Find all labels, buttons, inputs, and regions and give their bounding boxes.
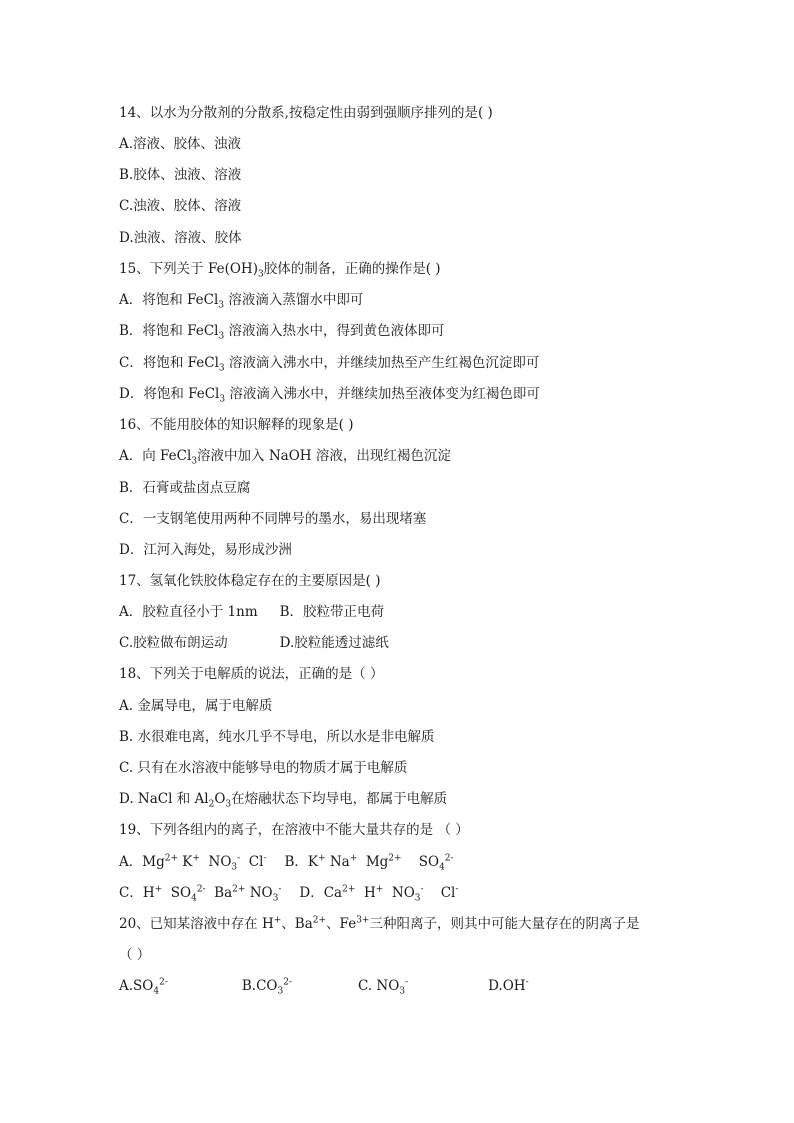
question-16-stem: 16、不能用胶体的知识解释的现象是( ) xyxy=(119,417,354,433)
question-15-option-d: D．将饱和 FeCl$_3$ 溶液滴入沸水中，并继续加热至液体变为红褐色即可 xyxy=(119,386,540,405)
question-19-option-b: B．K+ Na+ $Mg^{2+}$ $SO_4^{2-}$ xyxy=(284,853,454,873)
question-19-stem: 19、下列各组内的离子，在溶液中不能大量共存的是 （ ） xyxy=(119,822,469,838)
question-16-option-a: A．向 FeCl$_3$溶液中加入 NaOH 溶液，出现红褐色沉淀 xyxy=(119,448,451,467)
question-18-option-b: B. 水很难电离，纯水几乎不导电，所以水是非电解质 xyxy=(119,729,435,745)
question-18-option-d: D. NaCl 和 $Al_2O_3$在熔融状态下均导电，都属于电解质 xyxy=(119,791,448,810)
question-15-option-c: C．将饱和 FeCl$_3$ 溶液滴入沸水中，并继续加热至产生红褐色沉淀即可 xyxy=(119,355,540,374)
question-17-option-d: D.胶粒能透过滤纸 xyxy=(279,635,389,651)
question-20-option-a: $A.SO_4^{2-}$ xyxy=(119,977,168,997)
question-14-stem: 14、以水为分散剂的分散系,按稳定性由弱到强顺序排列的是( ) xyxy=(119,105,493,121)
question-19-option-c: C．H+ $SO_4^{2-}$ $Ba^{2+}$ $NO_3^-$ xyxy=(119,884,282,904)
question-15-stem: 15、下列关于 $Fe(OH)_3$胶体的制备，正确的操作是( ) xyxy=(119,261,441,280)
question-17-options-row-1 xyxy=(119,603,384,621)
question-18-option-c: C. 只有在水溶液中能够导电的物质才属于电解质 xyxy=(119,760,408,776)
question-20-option-b: $B.CO_3^{2-}$ xyxy=(241,977,292,997)
question-20-option-d: D.OH- xyxy=(488,977,529,994)
question-17-option-b: B．胶粒带正电荷 xyxy=(279,604,385,620)
question-15-option-a: A．将饱和 FeCl$_3$ 溶液滴入蒸馏水中即可 xyxy=(119,292,364,311)
question-15-option-b: B．将饱和 FeCl$_3$ 溶液滴入热水中，得到黄色液体即可 xyxy=(119,323,445,342)
question-19-option-d: D．$Ca^{2+}$ H+ $NO_3^-$ Cl- xyxy=(299,884,459,904)
question-20-answer-paren: （ ） xyxy=(119,947,151,963)
question-17-option-a: A．胶粒直径小于 1nm xyxy=(119,604,258,620)
question-20-option-c: C. $NO_3^-$ xyxy=(358,977,409,997)
question-14-option-c: C.浊液、胶体、溶液 xyxy=(119,198,242,214)
question-20-options xyxy=(119,977,529,995)
question-19-option-a: A．$Mg^{2+}$ K+ $NO_3^-$ Cl- xyxy=(119,853,267,873)
question-14-option-a: A.溶液、胶体、浊液 xyxy=(119,136,242,152)
question-18-stem: 18、下列关于电解质的说法，正确的是（ ） xyxy=(119,666,384,682)
question-16-option-d: D．江河入海处，易形成沙洲 xyxy=(119,542,292,558)
question-16-option-c: C．一支钢笔使用两种不同牌号的墨水，易出现堵塞 xyxy=(119,511,427,527)
question-19-options-row-1 xyxy=(119,853,454,871)
question-17-stem: 17、氢氧化铁胶体稳定存在的主要原因是( ) xyxy=(119,573,381,589)
question-18-option-a: A. 金属导电，属于电解质 xyxy=(119,698,273,714)
question-19-options-row-2 xyxy=(119,884,458,902)
question-14-option-d: D.浊液、溶液、胶体 xyxy=(119,230,242,246)
question-17-option-c: C.胶粒做布朗运动 xyxy=(119,635,228,651)
question-20-stem: 20、已知某溶液中存在 H+、$Ba^{2+}$、$Fe^{3+}$三种阳离子，则其中可能大量存在的阴离子是 xyxy=(119,915,640,932)
question-14-option-b: B.胶体、浊液、溶液 xyxy=(119,167,242,183)
question-17-options-row-2 xyxy=(119,634,389,652)
question-16-option-b: B．石膏或盐卤点豆腐 xyxy=(119,480,251,496)
